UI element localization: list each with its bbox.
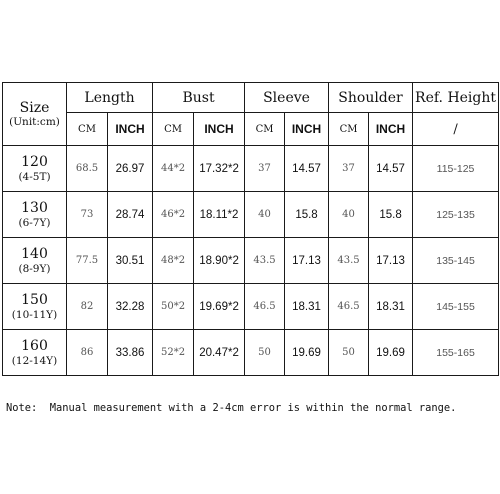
length-cm-cell: 82 — [67, 284, 108, 330]
shoulder-inch-unit: INCH — [369, 113, 413, 146]
length-inch-cell: 26.97 — [108, 146, 153, 192]
shoulder-header: Shoulder — [329, 83, 413, 113]
length-inch-cell: 33.86 — [108, 330, 153, 376]
length-inch-unit: INCH — [108, 113, 153, 146]
header-row — [3, 83, 499, 113]
bust-inch-cell: 20.47*2 — [194, 330, 245, 376]
age-value: (4-5T) — [18, 170, 51, 183]
length-cm-cell: 77.5 — [67, 238, 108, 284]
bust-cm-cell: 44*2 — [153, 146, 194, 192]
shoulder-cm-cell: 50 — [329, 330, 369, 376]
table-row — [3, 330, 499, 376]
measurement-note: Note: Manual measurement with a 2-4cm error is within the normal range. — [6, 402, 457, 414]
length-header: Length — [67, 83, 153, 113]
ref-height-cell: 155-165 — [413, 330, 499, 376]
table-row — [3, 192, 499, 238]
ref-height-header: Ref. Height — [413, 83, 499, 113]
unit-row — [3, 113, 499, 146]
sleeve-inch-cell: 17.13 — [285, 238, 329, 284]
ref-height-unit: / — [413, 113, 499, 146]
sleeve-cm-cell: 43.5 — [245, 238, 285, 284]
shoulder-cm-cell: 37 — [329, 146, 369, 192]
bust-cm-cell: 50*2 — [153, 284, 194, 330]
shoulder-inch-cell: 17.13 — [369, 238, 413, 284]
bust-inch-cell: 17.32*2 — [194, 146, 245, 192]
ref-height-cell: 145-155 — [413, 284, 499, 330]
shoulder-inch-cell: 15.8 — [369, 192, 413, 238]
sleeve-inch-cell: 19.69 — [285, 330, 329, 376]
size-chart-table-wrapper — [2, 82, 498, 373]
ref-height-cell: 135-145 — [413, 238, 499, 284]
length-inch-cell: 32.28 — [108, 284, 153, 330]
size-value: 150 — [21, 292, 48, 309]
size-cell — [3, 146, 67, 192]
shoulder-inch-cell: 14.57 — [369, 146, 413, 192]
sleeve-header: Sleeve — [245, 83, 329, 113]
sleeve-cm-cell: 50 — [245, 330, 285, 376]
size-cell — [3, 284, 67, 330]
shoulder-inch-cell: 18.31 — [369, 284, 413, 330]
bust-cm-cell: 46*2 — [153, 192, 194, 238]
bust-cm-unit: CM — [153, 113, 194, 146]
size-cell — [3, 192, 67, 238]
age-value: (6-7Y) — [18, 216, 51, 229]
bust-header: Bust — [153, 83, 245, 113]
age-value: (8-9Y) — [18, 262, 51, 275]
size-header-label: Size — [19, 99, 50, 116]
shoulder-cm-cell: 40 — [329, 192, 369, 238]
size-value: 130 — [21, 200, 48, 217]
sleeve-inch-unit: INCH — [285, 113, 329, 146]
sleeve-inch-cell: 18.31 — [285, 284, 329, 330]
shoulder-cm-cell: 43.5 — [329, 238, 369, 284]
bust-cm-cell: 52*2 — [153, 330, 194, 376]
bust-inch-unit: INCH — [194, 113, 245, 146]
table-row — [3, 284, 499, 330]
length-cm-cell: 73 — [67, 192, 108, 238]
length-inch-cell: 30.51 — [108, 238, 153, 284]
shoulder-cm-unit: CM — [329, 113, 369, 146]
length-inch-cell: 28.74 — [108, 192, 153, 238]
bust-inch-cell: 18.90*2 — [194, 238, 245, 284]
ref-height-cell: 115-125 — [413, 146, 499, 192]
bust-cm-cell: 48*2 — [153, 238, 194, 284]
age-value: (10-11Y) — [11, 308, 58, 321]
size-cell — [3, 238, 67, 284]
size-header-unit: (Unit:cm) — [9, 116, 60, 129]
size-header-cell — [3, 83, 67, 146]
length-cm-unit: CM — [67, 113, 108, 146]
ref-height-cell: 125-135 — [413, 192, 499, 238]
table-row — [3, 146, 499, 192]
bust-inch-cell: 19.69*2 — [194, 284, 245, 330]
bust-inch-cell: 18.11*2 — [194, 192, 245, 238]
size-value: 160 — [21, 338, 48, 355]
table-row — [3, 238, 499, 284]
size-cell — [3, 330, 67, 376]
sleeve-cm-cell: 46.5 — [245, 284, 285, 330]
size-value: 120 — [21, 154, 48, 171]
sleeve-cm-unit: CM — [245, 113, 285, 146]
sleeve-inch-cell: 14.57 — [285, 146, 329, 192]
length-cm-cell: 68.5 — [67, 146, 108, 192]
shoulder-cm-cell: 46.5 — [329, 284, 369, 330]
sleeve-cm-cell: 37 — [245, 146, 285, 192]
sleeve-cm-cell: 40 — [245, 192, 285, 238]
length-cm-cell: 86 — [67, 330, 108, 376]
sleeve-inch-cell: 15.8 — [285, 192, 329, 238]
size-chart-table — [2, 82, 499, 376]
age-value: (12-14Y) — [11, 354, 58, 367]
size-value: 140 — [21, 246, 48, 263]
shoulder-inch-cell: 19.69 — [369, 330, 413, 376]
